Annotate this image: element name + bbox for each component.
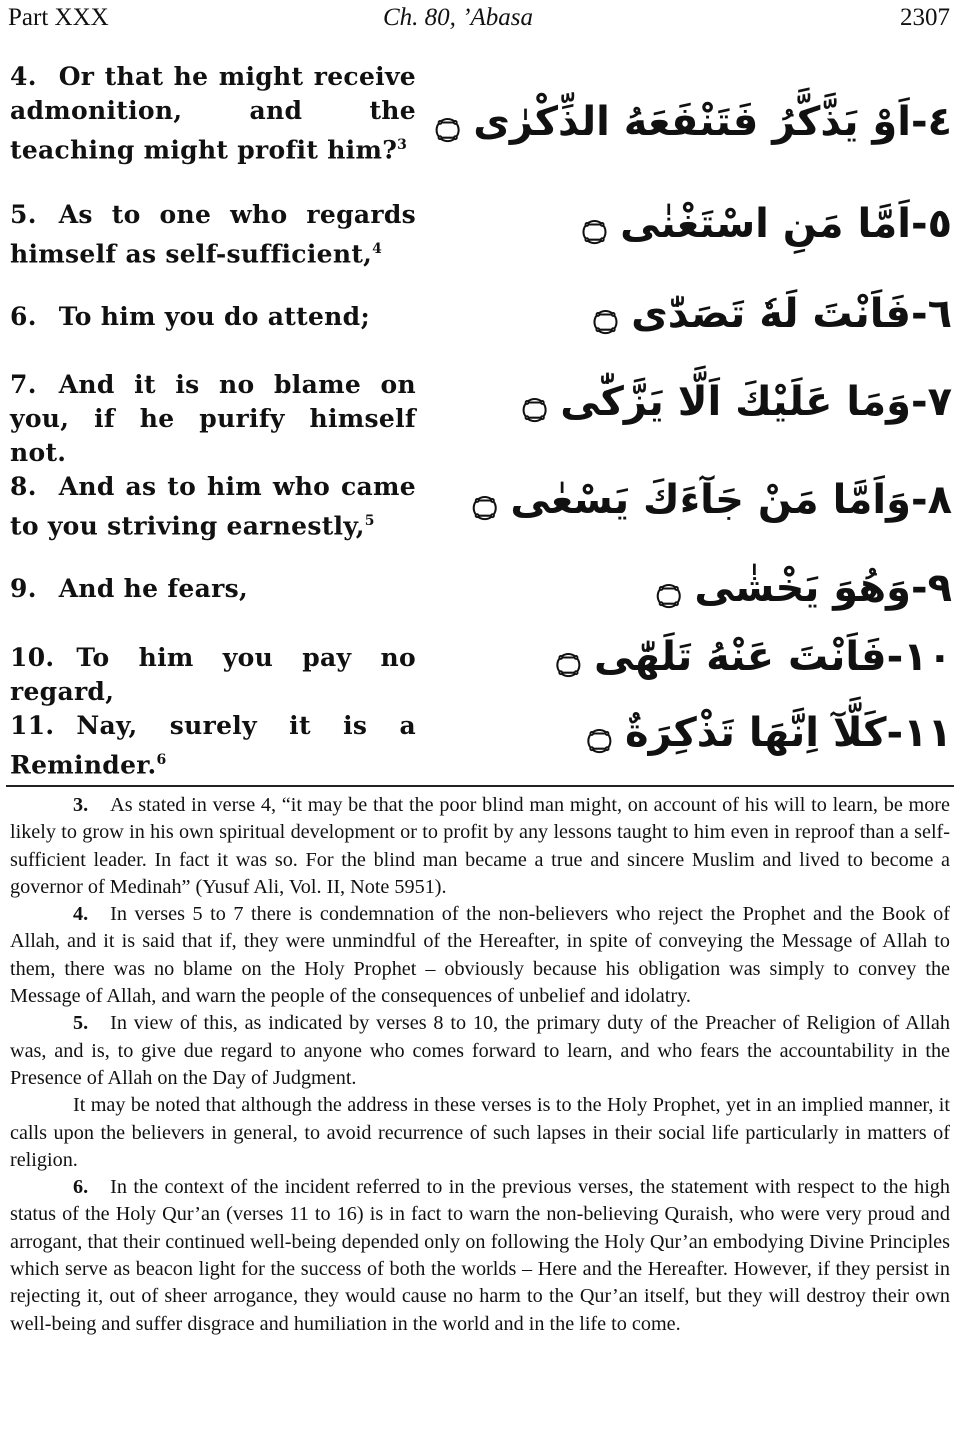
verse-text: Or that he might receive admonition, and the teaching might profit him?	[10, 62, 416, 165]
verse-number: 6.	[10, 302, 37, 331]
verse-text: And it is no blame on you, if he purify himself not.	[10, 370, 416, 467]
footnote-text: In view of this, as indicated by verses 8 to 10, the primary duty of the Preacher of Religion of Allah was, and is, to give due regard to anyone who comes forward to learn, and who fears the accountability in the Presence of Allah on the Day of Judgment.	[10, 1012, 950, 1089]
verse-number: 11.	[10, 711, 55, 740]
verse-translation	[10, 300, 416, 334]
footnote-4	[10, 901, 950, 1010]
footnote-ref[interactable]: 6	[156, 752, 167, 768]
footnote-5-continued	[10, 1092, 950, 1174]
verse-translation	[10, 198, 416, 271]
verse-translation	[10, 368, 416, 470]
footnote-3	[10, 792, 950, 901]
verse-number: 8.	[10, 472, 37, 501]
verse-number: 10.	[10, 643, 55, 672]
verse-text: As to one who regards himself as self-sufficient,	[10, 200, 416, 269]
verse-arabic: ١٠-فَاَنْتَ عَنْهُ تَلَهّٰى ۝	[556, 634, 952, 680]
footnote-divider	[6, 785, 954, 787]
footnote-text: As stated in verse 4, “it may be that the poor blind man might, on account of his will to learn, be more likely to grow in his own spiritual development or to profit by any lessons taught to him even in reproof than a self-sufficient leader. In fact it was so. For the blind man became a true and sincere Muslim and lived to become a governor of Medinah” (Yusuf Ali, Vol. II, Note 5951).	[10, 794, 950, 898]
verse-text: To him you pay no regard,	[10, 643, 416, 706]
footnote-6	[10, 1174, 950, 1338]
verse-arabic: ١١-كَلَّآ اِنَّهَا تَذْكِرَةٌ ۝	[587, 710, 952, 756]
footnote-number: 5.	[73, 1012, 89, 1035]
footnote-number: 4.	[73, 903, 89, 926]
verse-arabic: ٥-اَمَّا مَنِ اسْتَغْنٰى ۝	[582, 201, 952, 247]
verse-number: 7.	[10, 370, 37, 399]
verse-number: 9.	[10, 574, 37, 603]
footnote-text: In the context of the incident referred to in the previous verses, the statement with respect to the high status of the Holy Qur’an (verses 11 to 16) is in fact to warn the non-believing Quraish, who were very proud and arrogant, that their continued well-being depended only on following the Holy Qur’an embodying Divine Principles which serve as beacon light for the success of both the worlds – Here and the Hereafter. However, if they persist in rejecting it, out of sheer arrogance, they would cause no harm to the Qur’an itself, but they will destroy their own well-being and suffer disgrace and humiliation in the world and in the life to come.	[10, 1176, 950, 1335]
verse-arabic: ٨-وَاَمَّا مَنْ جَآءَكَ يَسْعٰى ۝	[472, 477, 952, 523]
footnote-ref[interactable]: 3	[397, 137, 408, 153]
footnote-ref[interactable]: 4	[372, 241, 383, 257]
verse-number: 4.	[10, 62, 37, 91]
verse-number: 5.	[10, 200, 37, 229]
verse-text: To him you do attend;	[58, 302, 370, 331]
verse-translation	[10, 60, 416, 167]
footnote-number: 3.	[73, 794, 89, 816]
verse-text: And as to him who came to you striving earnestly,	[10, 472, 416, 541]
page-header	[0, 0, 960, 36]
footnote-ref[interactable]: 5	[364, 513, 375, 529]
footnote-text: In verses 5 to 7 there is condemnation of the non-believers who reject the Prophet and the Book of Allah, and it is said that if, they were unmindful of the Hereafter, in spite of conveying the Message of Allah to them, there was no blame on the Holy Prophet – obviously because his obligation was simply to convey the Message of Allah, and warn the people of the consequences of unbelief and idolatry.	[10, 903, 950, 1008]
verse-arabic: ٤-اَوْ يَذَّكَّرُ فَتَنْفَعَهُ الذِّكْرٰى ۝	[435, 99, 952, 145]
footnote-number: 6.	[73, 1176, 89, 1199]
verse-translation	[10, 709, 416, 782]
footnote-5	[10, 1010, 950, 1092]
verse-arabic: ٦-فَاَنْتَ لَهٗ تَصَدّٰى ۝	[593, 291, 952, 337]
verse-text: Nay, surely it is a Reminder.	[10, 711, 416, 780]
verse-text: And he fears,	[58, 574, 248, 603]
verse-arabic: ٩-وَهُوَ يَخْشٰى ۝	[656, 565, 952, 611]
chapter-title: Ch. 80, ’Abasa	[383, 4, 533, 31]
footnote-text: It may be noted that although the address in these verses is to the Holy Prophet, yet in an implied manner, it calls upon the believers in general, to avoid recurrence of such lapses in their social life particularly in matters of religion.	[10, 1094, 950, 1171]
verse-translation	[10, 470, 416, 543]
part-label: Part XXX	[8, 4, 109, 31]
footnotes-section	[10, 792, 950, 1338]
verse-arabic: ٧-وَمَا عَلَيْكَ اَلَّا يَزَّكّٰى ۝	[522, 379, 952, 425]
verse-translation	[10, 572, 416, 606]
verse-translation	[10, 641, 416, 709]
page-number: 2307	[900, 4, 950, 31]
